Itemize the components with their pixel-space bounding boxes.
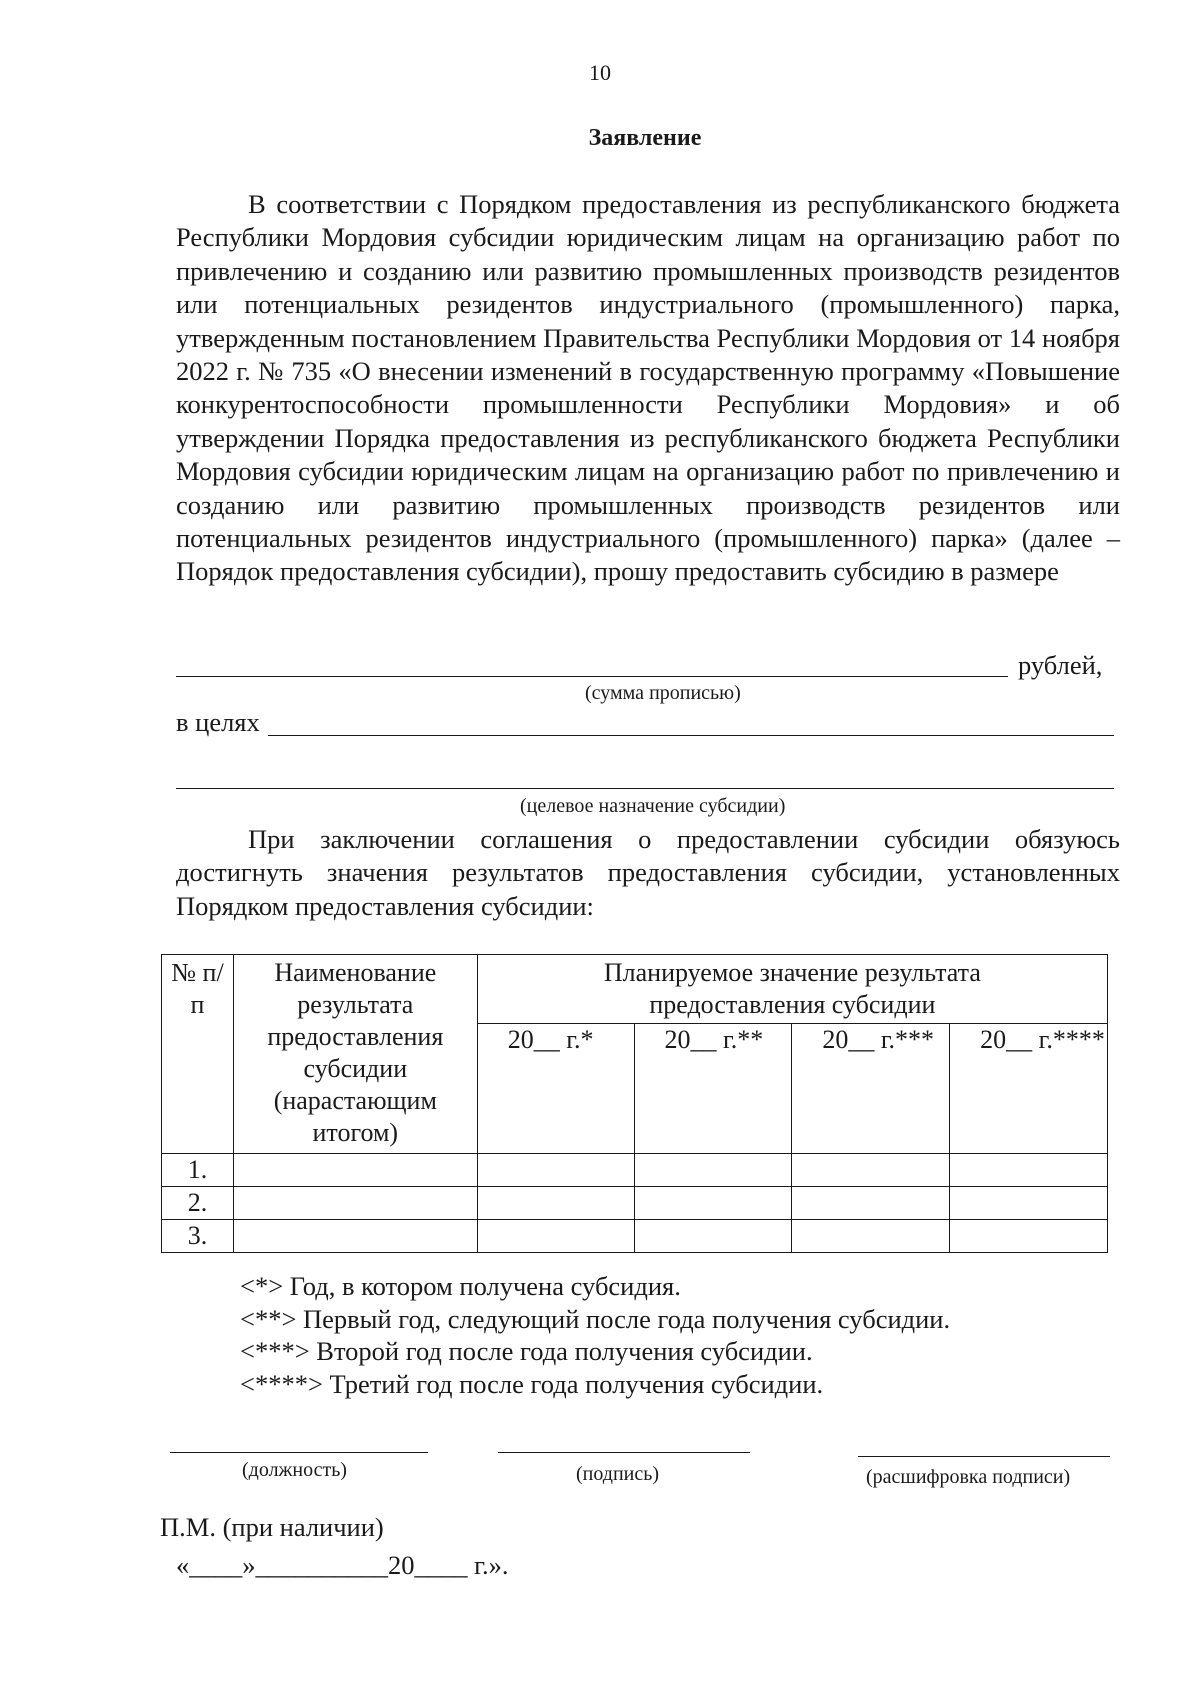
row-cell xyxy=(233,1187,477,1220)
position-caption: (должность) xyxy=(242,1459,347,1481)
row-cell xyxy=(634,1187,792,1220)
header-planned-value: Планируемое значение результата предоставления субсидии xyxy=(477,955,1107,1024)
signature-line xyxy=(498,1452,750,1453)
row-cell xyxy=(233,1154,477,1187)
document-title: Заявление xyxy=(588,125,702,151)
amount-caption: (сумма прописью) xyxy=(585,682,741,704)
commitment-paragraph: При заключении соглашения о предоставлении субсидии обязуюсь достигнуть значения результатов предоставления субсидии, установленных Порядком предоставления субсидии: xyxy=(176,824,1120,921)
row-cell xyxy=(792,1187,950,1220)
purpose-label: в целях xyxy=(176,707,260,737)
row-cell xyxy=(477,1220,634,1253)
row-cell xyxy=(792,1220,950,1253)
footnote: <***> Второй год после года получения субсидии. xyxy=(240,1336,813,1366)
decoding-line xyxy=(858,1456,1110,1457)
footnote: <**> Первый год, следующий после года получения субсидии. xyxy=(240,1303,951,1334)
header-result-name: Наименование результата предоставления субсидии (нарастающим итогом) xyxy=(233,955,477,1154)
date-line: «____»__________20____ г.». xyxy=(176,1550,509,1580)
row-number: 3. xyxy=(162,1220,234,1253)
signature-caption: (подпись) xyxy=(576,1463,660,1485)
table-row xyxy=(162,1154,1108,1187)
footnotes xyxy=(240,1270,950,1400)
amount-suffix: рублей, xyxy=(1018,650,1103,680)
footnote: <****> Третий год после года получения субсидии. xyxy=(240,1368,824,1399)
purpose-field-line-1 xyxy=(268,735,1114,736)
row-cell xyxy=(233,1220,477,1253)
row-cell xyxy=(477,1154,634,1187)
amount-field-line xyxy=(176,676,1008,677)
purpose-field-line-2 xyxy=(176,788,1114,789)
purpose-caption: (целевое назначение субсидии) xyxy=(520,795,786,817)
header-year-3: 20__ г.*** xyxy=(792,1024,950,1154)
table-row xyxy=(162,1220,1108,1253)
row-cell xyxy=(634,1220,792,1253)
header-year-1: 20__ г.* xyxy=(477,1024,634,1154)
row-number: 2. xyxy=(162,1187,234,1220)
row-cell xyxy=(634,1154,792,1187)
header-num: № п/п xyxy=(162,955,234,1154)
application-paragraph: В соответствии с Порядком предоставления из республиканского бюджета Республики Мордовия субсидии юридическим лицам на организацию работ по привлечению и созданию или развитию промышленных производств резидентов или потенциальных резидентов индустриального (промышленного) парка, утвержденным постановлением Правительства Республики Мордовия от 14 ноября 2022 г. № 735 «О внесении изменений в государственную программу «Повышение конкурентоспособности промышленности Республики Мордовия» и об утверждении Порядка предоставления из республиканского бюджета Республики Мордовия субсидии юридическим лицам на организацию работ по привлечению и созданию или развитию промышленных производств резидентов или потенциальных резидентов индустриального (промышленного) парка» (далее – Порядок предоставления субсидии), прошу предоставить субсидию в размере xyxy=(176,189,1120,587)
row-cell xyxy=(950,1154,1108,1187)
row-cell xyxy=(477,1187,634,1220)
footnote: <*> Год, в котором получена субсидия. xyxy=(240,1271,681,1301)
row-cell xyxy=(792,1154,950,1187)
row-number: 1. xyxy=(162,1154,234,1187)
header-year-4: 20__ г.**** xyxy=(950,1024,1108,1154)
row-cell xyxy=(950,1220,1108,1253)
decoding-caption: (расшифровка подписи) xyxy=(866,1466,1071,1488)
position-line xyxy=(170,1452,428,1453)
stamp-label: П.М. (при наличии) xyxy=(160,1512,384,1542)
row-cell xyxy=(950,1187,1108,1220)
header-year-2: 20__ г.** xyxy=(634,1024,792,1154)
page-number: 10 xyxy=(589,60,611,85)
results-table xyxy=(161,954,1108,1253)
table-row xyxy=(162,1187,1108,1220)
